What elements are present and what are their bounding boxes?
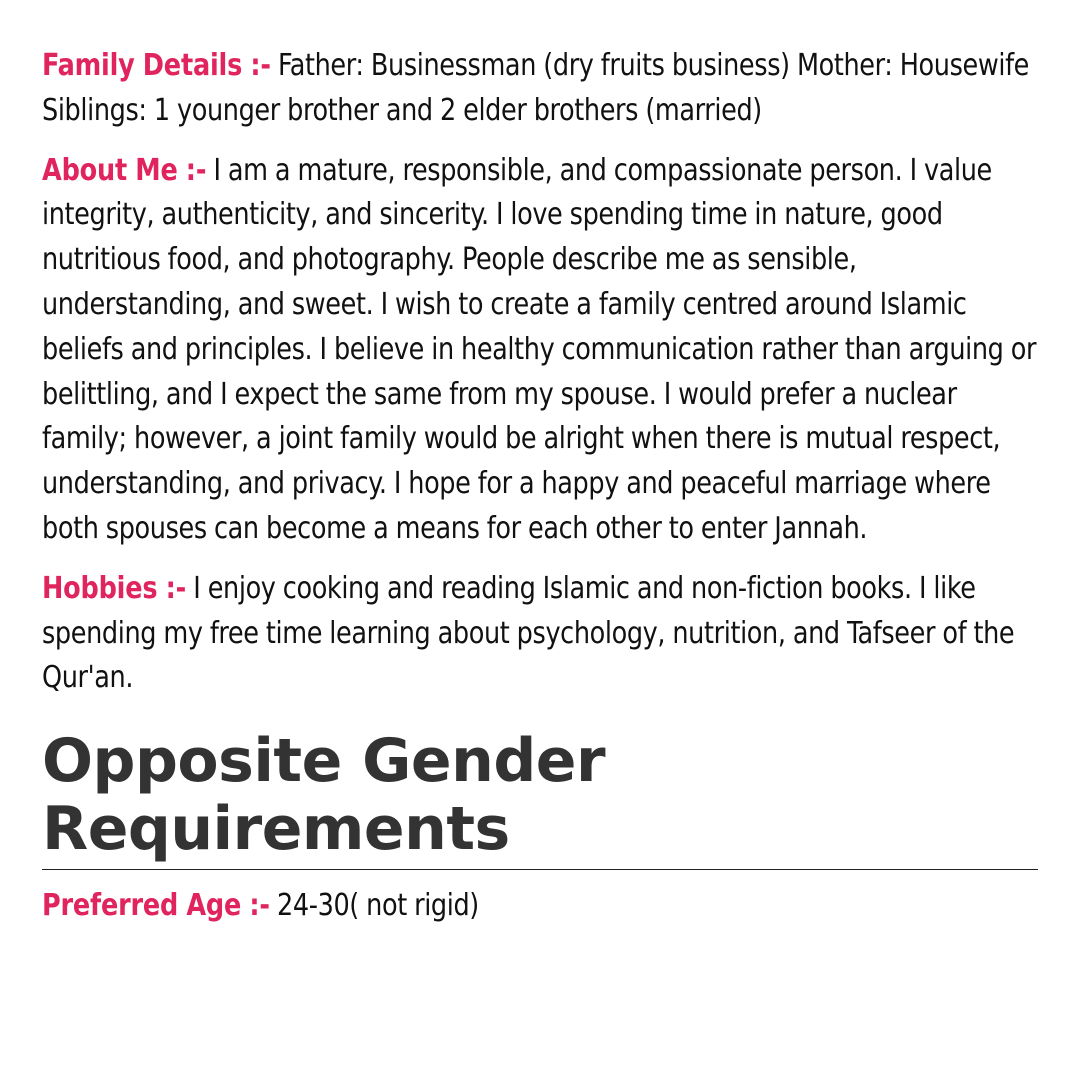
family-details-label: Family Details :- — [42, 48, 271, 83]
hobbies-paragraph — [42, 567, 1038, 701]
preferred-age-paragraph — [42, 884, 1038, 929]
about-me-text: I am a mature, responsible, and compassionate person. I value integrity, authenticity, and sincerity. I love spending time in nature, good nutritious food, and photography. People describe me as sensible, understanding, and sweet. I wish to create a family centred around Islamic beliefs and principles. I believe in healthy communication rather than arguing or belittling, and I expect the same from my spouse. I would prefer a nuclear family; however, a joint family would be alright when there is mutual respect, understanding, and privacy. I hope for a happy and peaceful marriage where both spouses can become a means for each other to enter Jannah. — [42, 152, 1037, 546]
preferred-age-text: 24-30( not rigid) — [277, 888, 479, 924]
profile-document — [42, 44, 1038, 929]
section-title: Opposite Gender Requirements — [42, 726, 606, 865]
family-details-paragraph — [42, 44, 1038, 134]
about-me-label: About Me :- — [42, 152, 207, 188]
family-details-text: Father: Businessman (dry fruits business) Mother: Housewife Siblings: 1 younger brother and 2 elder brothers (married) — [42, 48, 1030, 128]
preferred-age-label: Preferred Age :- — [42, 888, 270, 924]
hobbies-text: I enjoy cooking and reading Islamic and non-fiction books. I like spending my free time learning about psychology, nutrition, and Tafseer of the Qur'an. — [42, 570, 1015, 696]
about-me-paragraph — [42, 149, 1038, 552]
hobbies-label: Hobbies :- — [42, 570, 187, 606]
section-divider — [42, 869, 1038, 870]
